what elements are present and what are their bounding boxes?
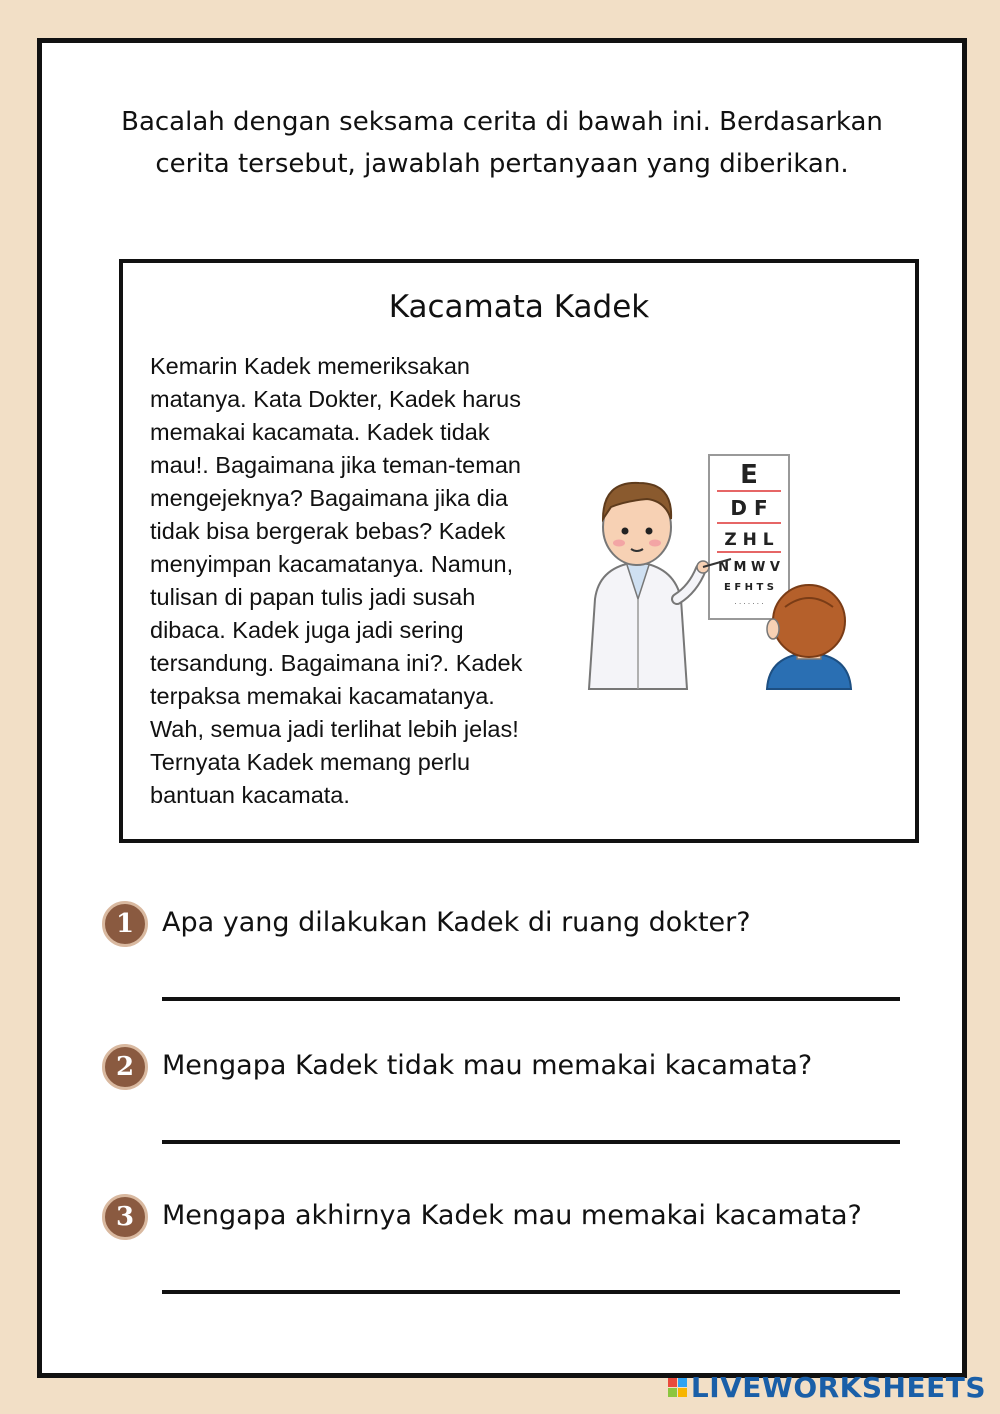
story-line: Ternyata Kadek memang perlu bbox=[150, 749, 471, 775]
answer-line[interactable] bbox=[162, 997, 900, 1001]
story-line: terpaksa memakai kacamatanya. bbox=[150, 683, 495, 709]
story-line: tidak bisa bergerak bebas? Kadek bbox=[150, 518, 506, 544]
story-line: mengejeknya? Bagaimana jika dia bbox=[150, 485, 508, 511]
story-line: memakai kacamata. Kadek tidak bbox=[150, 419, 490, 445]
eye-chart-row: E F H T S bbox=[724, 582, 774, 593]
story-line: Kemarin Kadek memeriksakan bbox=[150, 353, 470, 379]
eye-chart-row: Z H L bbox=[724, 530, 774, 550]
story-box bbox=[119, 259, 919, 843]
eye-chart-row: N M W V bbox=[718, 560, 780, 575]
story-line: dibaca. Kadek juga jadi sering bbox=[150, 617, 464, 643]
answer-line[interactable] bbox=[162, 1290, 900, 1294]
answer-line[interactable] bbox=[162, 1140, 900, 1144]
story-line: mau!. Bagaimana jika teman-teman bbox=[150, 452, 521, 478]
question-text: Apa yang dilakukan Kadek di ruang dokter? bbox=[162, 907, 751, 938]
svg-text:· · · · · · ·: · · · · · · · bbox=[734, 600, 764, 608]
eye-chart-row: E bbox=[740, 460, 758, 490]
story-title: Kacamata Kadek bbox=[388, 289, 650, 325]
worksheet-page bbox=[37, 38, 967, 1378]
eye-chart-row: D F bbox=[730, 496, 768, 520]
question-number-badge: 3 bbox=[102, 1194, 148, 1240]
question-text: Mengapa Kadek tidak mau memakai kacamata? bbox=[162, 1050, 813, 1081]
question-text: Mengapa akhirnya Kadek mau memakai kacamata? bbox=[162, 1200, 862, 1231]
doctor-eye-chart-illustration bbox=[581, 449, 861, 699]
story-line: menyimpan kacamatanya. Namun, bbox=[150, 551, 514, 577]
instruction-text: Bacalah dengan seksama cerita di bawah ini. Berdasarkan cerita tersebut, jawablah pertanyaan yang diberikan. bbox=[121, 107, 883, 179]
story-line: bantuan kacamata. bbox=[150, 782, 350, 808]
question-number-badge: 2 bbox=[102, 1044, 148, 1090]
question-number-badge: 1 bbox=[102, 901, 148, 947]
watermark-text: LIVEWORKSHEETS bbox=[690, 1371, 986, 1404]
liveworksheets-watermark bbox=[668, 1371, 986, 1404]
liveworksheets-logo-icon bbox=[668, 1378, 687, 1397]
story-line: Wah, semua jadi terlihat lebih jelas! bbox=[150, 716, 519, 742]
story-line: matanya. Kata Dokter, Kadek harus bbox=[150, 386, 521, 412]
story-text bbox=[150, 350, 570, 812]
story-line: tulisan di papan tulis jadi susah bbox=[150, 584, 476, 610]
story-line: tersandung. Bagaimana ini?. Kadek bbox=[150, 650, 523, 676]
